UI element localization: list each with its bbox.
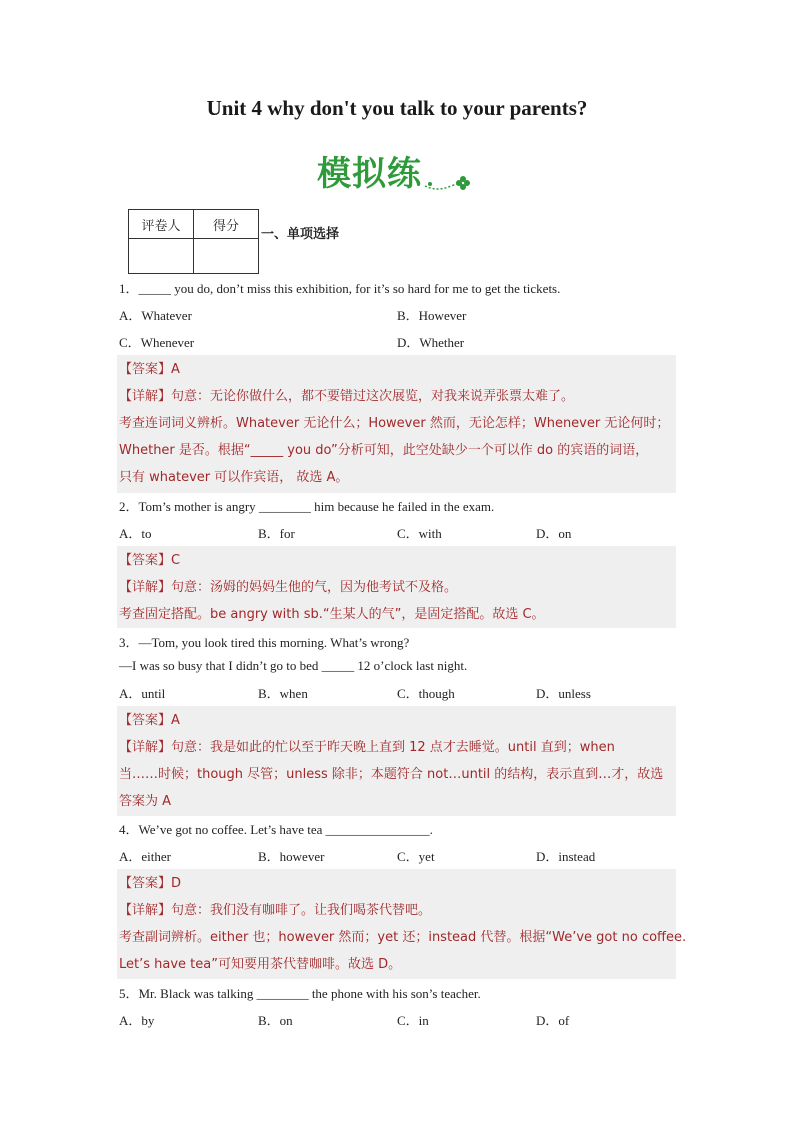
q2-option-b[interactable]: B．for xyxy=(258,526,295,541)
q3-detail-2: 当……时候；though 尽管；unless 除非；本题符合 not…until 的结构，表示直到…才，故选 xyxy=(119,767,664,782)
logo xyxy=(317,146,477,194)
q3-option-c[interactable]: C．though xyxy=(397,686,455,701)
q1-option-b[interactable]: B．However xyxy=(397,308,467,323)
q1-detail-4: 只有 whatever 可以作宾语， 故选 A。 xyxy=(119,470,349,485)
q4-answer: 【答案】D xyxy=(119,876,182,891)
q1-detail-3: Whether 是否。根据“_____ you do”分析可知，此空处缺少一个可以作 do 的宾语的词语， xyxy=(119,443,649,458)
q1-option-a[interactable]: A．Whatever xyxy=(119,308,192,323)
question-1-stem: 1．_____ you do, don’t miss this exhibition, for it’s so hard for me to get the tickets. xyxy=(119,281,561,296)
q5-option-a[interactable]: A．by xyxy=(119,1013,155,1028)
q4-option-c[interactable]: C．yet xyxy=(397,849,435,864)
section-title: 一、单项选择 xyxy=(261,227,340,242)
question-4-stem: 4．We’ve got no coffee. Let’s have tea ________________. xyxy=(119,822,433,837)
q3-answer-box xyxy=(117,706,676,816)
q4-detail-1: 【详解】句意：我们没有咖啡了。让我们喝茶代替吧。 xyxy=(119,903,432,918)
q2-option-c[interactable]: C．with xyxy=(397,526,442,541)
logo-text: 模拟练 xyxy=(317,154,422,194)
q1-answer-box xyxy=(117,355,676,493)
q2-option-a[interactable]: A．to xyxy=(119,526,152,541)
clover-decoration-icon xyxy=(317,146,477,194)
q1-detail-2: 考查连词词义辨析。Whatever 无论什么；However 然而，无论怎样；Whenever 无论何时； xyxy=(119,416,670,431)
score-header: 得分 xyxy=(194,210,259,239)
q4-option-a[interactable]: A．either xyxy=(119,849,171,864)
q4-answer-box xyxy=(117,869,687,979)
q2-option-d[interactable]: D．on xyxy=(536,526,572,541)
q3-option-d[interactable]: D．unless xyxy=(536,686,591,701)
page-title: Unit 4 why don't you talk to your parents? xyxy=(206,96,588,120)
q1-answer: 【答案】A xyxy=(119,362,180,377)
q4-detail-3: Let’s have tea”可知要用茶代替咖啡。故选 D。 xyxy=(119,957,402,972)
q3-option-b[interactable]: B．when xyxy=(258,686,308,701)
q3-detail-1: 【详解】句意：我是如此的忙以至于昨天晚上直到 12 点才去睡觉。until 直到；when xyxy=(119,740,615,755)
question-3-stem-2: —I was so busy that I didn’t go to bed _____ 12 o’clock last night. xyxy=(119,658,468,673)
q3-option-a[interactable]: A．until xyxy=(119,686,166,701)
q1-option-d[interactable]: D．Whether xyxy=(397,335,465,350)
q2-detail-2: 考查固定搭配。be angry with sb.“生某人的气”，是固定搭配。故选 C。 xyxy=(119,607,545,622)
q4-detail-2: 考查副词辨析。either 也；however 然而；yet 还；instead 代替。根据“We’ve got no coffee. xyxy=(119,930,687,945)
q5-option-d[interactable]: D．of xyxy=(536,1013,570,1028)
q2-detail-1: 【详解】句意：汤姆的妈妈生他的气，因为他考试不及格。 xyxy=(119,580,458,595)
q1-detail-1: 【详解】句意：无论你做什么，都不要错过这次展览，对我来说弄张票太难了。 xyxy=(119,389,575,404)
q1-option-c[interactable]: C．Whenever xyxy=(119,335,195,350)
question-2-stem: 2．Tom’s mother is angry ________ him because he failed in the exam. xyxy=(119,499,495,514)
question-3-stem-1: 3．—Tom, you look tired this morning. What’s wrong? xyxy=(119,635,410,650)
score-table xyxy=(128,209,259,274)
score-cell[interactable] xyxy=(194,239,259,274)
grader-header: 评卷人 xyxy=(129,210,194,239)
grader-cell[interactable] xyxy=(129,239,194,274)
question-5-stem: 5．Mr. Black was talking ________ the phone with his son’s teacher. xyxy=(119,986,481,1001)
q4-option-b[interactable]: B．however xyxy=(258,849,325,864)
q2-answer-box xyxy=(117,546,676,628)
q3-answer: 【答案】A xyxy=(119,713,180,728)
q5-option-c[interactable]: C．in xyxy=(397,1013,429,1028)
q5-option-b[interactable]: B．on xyxy=(258,1013,293,1028)
q3-detail-3: 答案为 A xyxy=(119,794,172,809)
q4-option-d[interactable]: D．instead xyxy=(536,849,596,864)
q2-answer: 【答案】C xyxy=(119,553,181,568)
